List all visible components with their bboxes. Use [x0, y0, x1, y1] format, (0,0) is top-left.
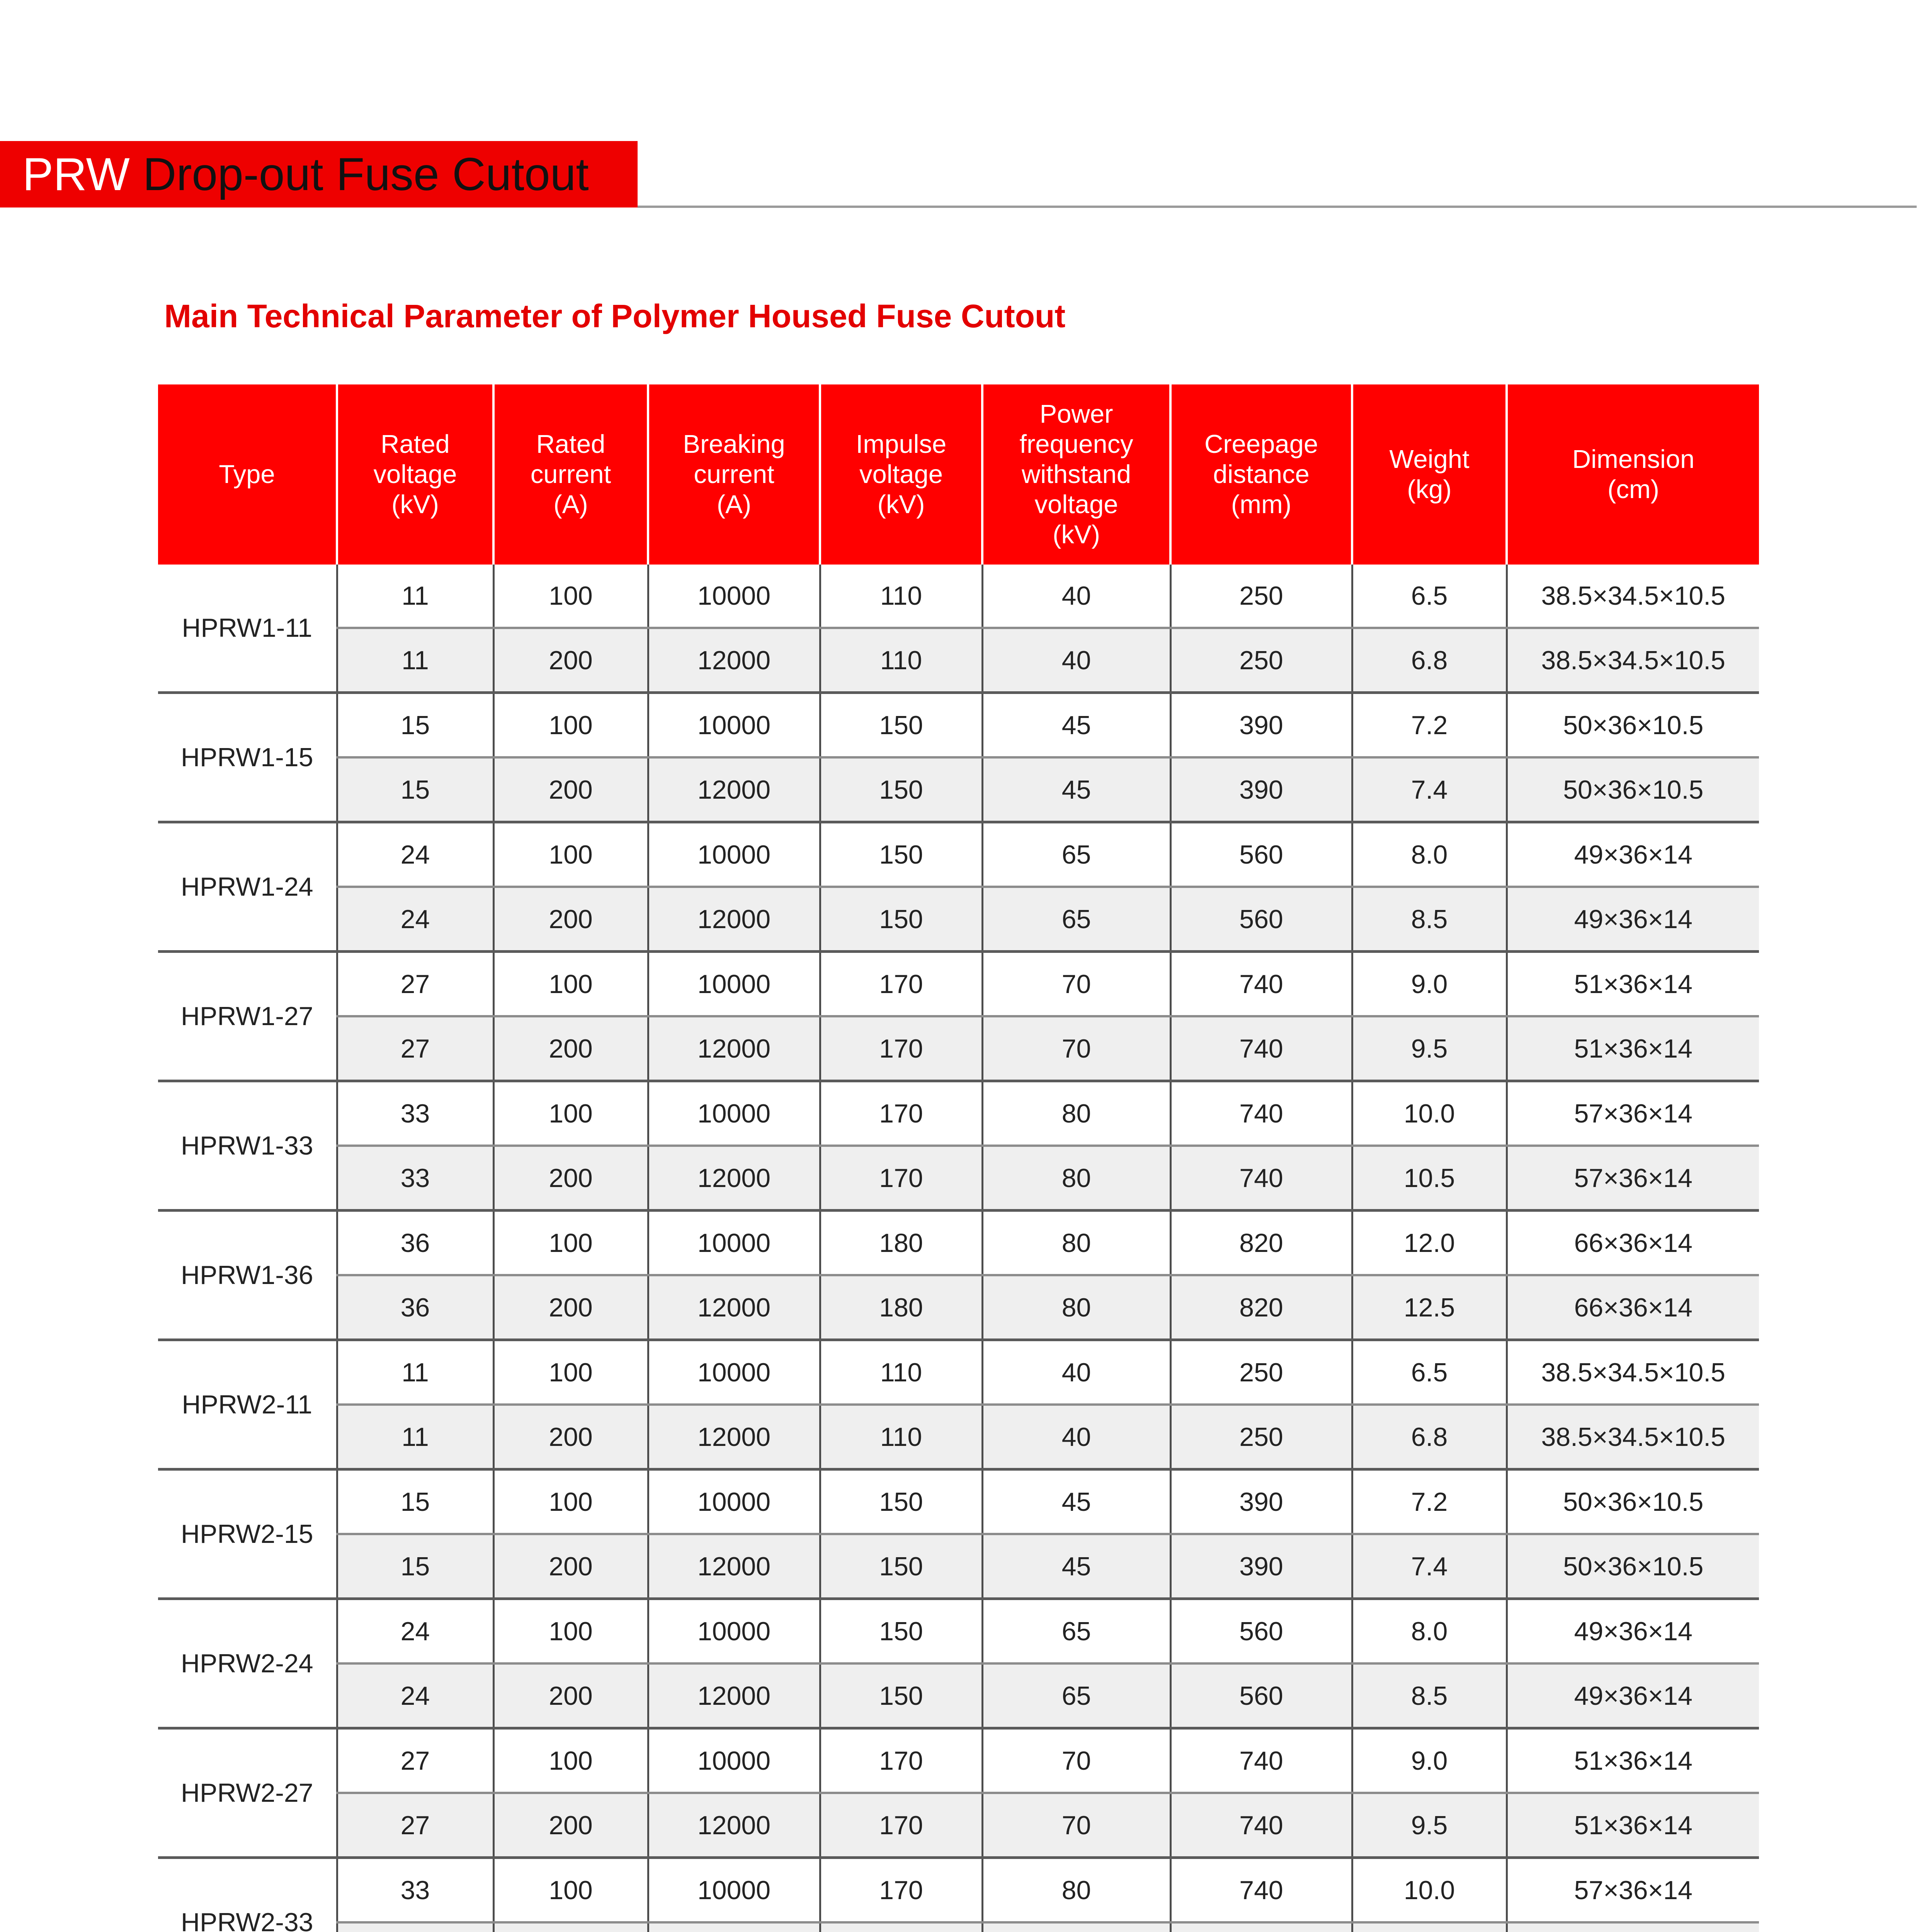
table-row	[158, 628, 1759, 693]
table-cell: 15	[337, 1469, 493, 1534]
table-cell: 36	[337, 1211, 493, 1276]
table-cell: 10000	[648, 1340, 820, 1405]
table-cell: 57×36×14	[1507, 1858, 1759, 1923]
table-cell: 6.5	[1352, 1340, 1507, 1405]
table-cell: 9.0	[1352, 1728, 1507, 1793]
table-cell	[1170, 1922, 1352, 1932]
table-cell: 45	[982, 693, 1170, 758]
table-cell: 8.5	[1352, 887, 1507, 952]
table-cell: 10000	[648, 1469, 820, 1534]
table-cell: 40	[982, 628, 1170, 693]
table-cell: 6.8	[1352, 628, 1507, 693]
column-header	[493, 384, 648, 565]
table-cell: 12.0	[1352, 1211, 1507, 1276]
table-cell: 200	[493, 1793, 648, 1858]
column-header-line: voltage	[373, 460, 457, 489]
table-row	[158, 952, 1759, 1017]
table-cell: 12000	[648, 1793, 820, 1858]
table-cell: 100	[493, 693, 648, 758]
table-cell: 10000	[648, 952, 820, 1017]
table-cell: 390	[1170, 693, 1352, 758]
table-cell: 740	[1170, 1081, 1352, 1146]
column-header-line: Rated	[536, 430, 606, 459]
table-cell: 200	[493, 1016, 648, 1081]
table-cell: 80	[982, 1146, 1170, 1211]
table-cell: 7.2	[1352, 1469, 1507, 1534]
table-cell: 10000	[648, 1858, 820, 1923]
table-cell: 110	[820, 1340, 982, 1405]
type-cell: HPRW1-36	[158, 1211, 337, 1340]
column-header	[982, 384, 1170, 565]
table-row	[158, 1146, 1759, 1211]
table-row	[158, 1534, 1759, 1599]
table-cell: 9.5	[1352, 1793, 1507, 1858]
column-header-line: Rated	[381, 430, 450, 459]
table-cell: 11	[337, 565, 493, 628]
type-cell: HPRW2-24	[158, 1599, 337, 1728]
table-cell: 820	[1170, 1275, 1352, 1340]
table-cell: 100	[493, 1340, 648, 1405]
column-header-line: Weight	[1389, 445, 1470, 474]
table-cell: 200	[493, 1275, 648, 1340]
table-cell: 51×36×14	[1507, 952, 1759, 1017]
column-header-line: (mm)	[1231, 490, 1292, 519]
table-cell: 390	[1170, 757, 1352, 822]
table-row	[158, 887, 1759, 952]
table-cell: 100	[493, 1728, 648, 1793]
table-cell: 740	[1170, 1728, 1352, 1793]
table-cell: 6.8	[1352, 1405, 1507, 1469]
table-cell: 110	[820, 565, 982, 628]
table-cell: 390	[1170, 1534, 1352, 1599]
table-cell: 150	[820, 757, 982, 822]
table-cell: 12000	[648, 1663, 820, 1728]
table-cell: 6.5	[1352, 565, 1507, 628]
table-row	[158, 1016, 1759, 1081]
column-header	[1507, 384, 1759, 565]
table-cell: 66×36×14	[1507, 1211, 1759, 1276]
table-cell: 150	[820, 887, 982, 952]
table-cell: 57×36×14	[1507, 1081, 1759, 1146]
table-cell: 12000	[648, 887, 820, 952]
table-cell: 12000	[648, 1146, 820, 1211]
title-text: Drop-out Fuse Cutout	[143, 148, 589, 200]
table-cell: 200	[493, 757, 648, 822]
table-cell	[982, 1922, 1170, 1932]
type-cell: HPRW2-11	[158, 1340, 337, 1469]
table-title: Main Technical Parameter of Polymer Housed Fuse Cutout	[164, 298, 1066, 334]
table-cell: 110	[820, 1405, 982, 1469]
table-cell: 24	[337, 887, 493, 952]
table-cell: 170	[820, 1858, 982, 1923]
table-cell: 170	[820, 1081, 982, 1146]
table-row	[158, 1858, 1759, 1923]
table-cell: 40	[982, 1405, 1170, 1469]
column-header-line: withstand	[1021, 460, 1131, 489]
column-header	[820, 384, 982, 565]
table-row	[158, 1211, 1759, 1276]
table-cell: 150	[820, 1599, 982, 1664]
table-cell: 150	[820, 822, 982, 887]
column-header-line: (cm)	[1607, 475, 1659, 504]
table-cell: 80	[982, 1858, 1170, 1923]
table-cell: 100	[493, 1858, 648, 1923]
column-header-line: (kV)	[1053, 520, 1100, 549]
table-body	[158, 565, 1759, 1932]
table-cell: 27	[337, 952, 493, 1017]
table-cell: 390	[1170, 1469, 1352, 1534]
type-cell: HPRW1-15	[158, 693, 337, 822]
table-cell: 150	[820, 693, 982, 758]
table-cell: 80	[982, 1211, 1170, 1276]
table-cell: 200	[493, 887, 648, 952]
table-cell: 740	[1170, 952, 1352, 1017]
table-cell: 27	[337, 1016, 493, 1081]
table-cell: 10.0	[1352, 1858, 1507, 1923]
table-cell: 200	[493, 1146, 648, 1211]
column-header	[337, 384, 493, 565]
table-cell: 560	[1170, 822, 1352, 887]
table-row	[158, 1728, 1759, 1793]
table-cell: 200	[493, 1663, 648, 1728]
table-cell: 70	[982, 1016, 1170, 1081]
table-cell: 9.0	[1352, 952, 1507, 1017]
table-cell: 8.0	[1352, 1599, 1507, 1664]
table-cell: 38.5×34.5×10.5	[1507, 1405, 1759, 1469]
table-cell: 24	[337, 822, 493, 887]
table-cell: 33	[337, 1081, 493, 1146]
table-cell: 11	[337, 628, 493, 693]
table-cell: 10000	[648, 1728, 820, 1793]
column-header	[648, 384, 820, 565]
table-cell: 10.5	[1352, 1146, 1507, 1211]
table-cell: 10000	[648, 565, 820, 628]
table-cell: 11	[337, 1405, 493, 1469]
table-cell: 70	[982, 952, 1170, 1017]
table-cell: 10000	[648, 1599, 820, 1664]
table-cell: 33	[337, 1146, 493, 1211]
table-cell: 45	[982, 1534, 1170, 1599]
table-row	[158, 1663, 1759, 1728]
type-cell: HPRW1-11	[158, 565, 337, 693]
table-cell: 170	[820, 1146, 982, 1211]
table-cell: 50×36×10.5	[1507, 1469, 1759, 1534]
column-header-line: frequency	[1019, 430, 1133, 459]
table-row	[158, 1922, 1759, 1932]
table-cell: 100	[493, 565, 648, 628]
table-cell: 38.5×34.5×10.5	[1507, 628, 1759, 693]
table-cell: 100	[493, 1081, 648, 1146]
table-cell: 7.2	[1352, 693, 1507, 758]
table-cell: 170	[820, 952, 982, 1017]
table-cell: 200	[493, 1405, 648, 1469]
table-cell: 150	[820, 1469, 982, 1534]
table-cell: 10000	[648, 1211, 820, 1276]
table-cell	[1352, 1922, 1507, 1932]
type-cell: HPRW2-27	[158, 1728, 337, 1858]
table-cell: 70	[982, 1793, 1170, 1858]
column-header-line: current	[694, 460, 774, 489]
table-row	[158, 1275, 1759, 1340]
column-header	[158, 384, 337, 565]
table-cell: 65	[982, 1663, 1170, 1728]
column-header-line: Type	[219, 460, 275, 489]
table-cell: 66×36×14	[1507, 1275, 1759, 1340]
table-cell: 250	[1170, 628, 1352, 693]
table-cell: 11	[337, 1340, 493, 1405]
table-cell: 24	[337, 1663, 493, 1728]
table-cell: 100	[493, 1469, 648, 1534]
table-cell: 70	[982, 1728, 1170, 1793]
table-cell: 12000	[648, 1534, 820, 1599]
column-header	[1170, 384, 1352, 565]
type-cell: HPRW2-15	[158, 1469, 337, 1599]
table-cell	[337, 1922, 493, 1932]
table-cell: 820	[1170, 1211, 1352, 1276]
table-cell: 51×36×14	[1507, 1793, 1759, 1858]
table-cell: 100	[493, 1599, 648, 1664]
column-header-line: (kV)	[391, 490, 439, 519]
table-cell	[820, 1922, 982, 1932]
table-cell: 110	[820, 628, 982, 693]
table-cell: 740	[1170, 1146, 1352, 1211]
table-row	[158, 1340, 1759, 1405]
table-cell: 250	[1170, 1340, 1352, 1405]
table-cell: 10000	[648, 693, 820, 758]
table-cell: 12000	[648, 1405, 820, 1469]
table-cell: 10000	[648, 1081, 820, 1146]
table-cell: 7.4	[1352, 757, 1507, 822]
column-header-line: (A)	[553, 490, 588, 519]
spec-table	[158, 384, 1759, 1932]
table-header-row	[158, 384, 1759, 565]
table-cell: 10000	[648, 822, 820, 887]
table-cell	[493, 1922, 648, 1932]
table-cell: 10.0	[1352, 1081, 1507, 1146]
table-row	[158, 822, 1759, 887]
table-cell: 80	[982, 1275, 1170, 1340]
table-cell: 740	[1170, 1016, 1352, 1081]
table-cell: 51×36×14	[1507, 1728, 1759, 1793]
table-cell: 50×36×10.5	[1507, 1534, 1759, 1599]
table-cell: 200	[493, 1534, 648, 1599]
table-cell: 250	[1170, 1405, 1352, 1469]
column-header-line: current	[530, 460, 611, 489]
table-row	[158, 1081, 1759, 1146]
table-cell: 170	[820, 1728, 982, 1793]
table-cell: 740	[1170, 1858, 1352, 1923]
table-cell: 38.5×34.5×10.5	[1507, 1340, 1759, 1405]
table-cell: 38.5×34.5×10.5	[1507, 565, 1759, 628]
table-row	[158, 1405, 1759, 1469]
table-cell: 7.4	[1352, 1534, 1507, 1599]
table-row	[158, 1793, 1759, 1858]
table-cell: 170	[820, 1793, 982, 1858]
table-row	[158, 1599, 1759, 1664]
table-cell: 15	[337, 1534, 493, 1599]
table-cell: 8.0	[1352, 822, 1507, 887]
column-header-line: distance	[1213, 460, 1310, 489]
table-cell: 180	[820, 1211, 982, 1276]
type-cell: HPRW1-24	[158, 822, 337, 952]
table-cell	[1507, 1922, 1759, 1932]
column-header-line: (A)	[716, 490, 752, 519]
table-row	[158, 1469, 1759, 1534]
table-cell: 170	[820, 1016, 982, 1081]
table-cell: 560	[1170, 1663, 1352, 1728]
table-cell: 40	[982, 565, 1170, 628]
table-cell: 49×36×14	[1507, 887, 1759, 952]
table-cell: 12000	[648, 1016, 820, 1081]
title-divider	[638, 206, 1917, 208]
column-header-line: voltage	[1034, 490, 1118, 519]
table-row	[158, 757, 1759, 822]
table-cell: 40	[982, 1340, 1170, 1405]
table-cell: 150	[820, 1534, 982, 1599]
type-cell: HPRW1-33	[158, 1081, 337, 1211]
table-cell: 49×36×14	[1507, 822, 1759, 887]
table-row	[158, 693, 1759, 758]
table-cell: 49×36×14	[1507, 1599, 1759, 1664]
table-cell: 9.5	[1352, 1016, 1507, 1081]
table-cell: 27	[337, 1793, 493, 1858]
table-cell: 8.5	[1352, 1663, 1507, 1728]
table-cell: 180	[820, 1275, 982, 1340]
table-cell: 65	[982, 887, 1170, 952]
table-cell: 100	[493, 952, 648, 1017]
table-cell: 45	[982, 1469, 1170, 1534]
column-header-line: Power	[1039, 400, 1113, 429]
table-cell: 36	[337, 1275, 493, 1340]
table-cell: 50×36×10.5	[1507, 693, 1759, 758]
table-cell: 740	[1170, 1793, 1352, 1858]
table-cell: 12000	[648, 1275, 820, 1340]
column-header-line: Breaking	[683, 430, 785, 459]
type-cell: HPRW1-27	[158, 952, 337, 1081]
table-cell: 12000	[648, 757, 820, 822]
table-cell: 33	[337, 1858, 493, 1923]
table-cell: 12.5	[1352, 1275, 1507, 1340]
table-cell: 57×36×14	[1507, 1146, 1759, 1211]
column-header-line: (kV)	[877, 490, 925, 519]
table-cell: 45	[982, 757, 1170, 822]
table-cell: 49×36×14	[1507, 1663, 1759, 1728]
table-row	[158, 565, 1759, 628]
column-header-line: voltage	[859, 460, 943, 489]
column-header-line: Creepage	[1204, 430, 1318, 459]
table-cell: 50×36×10.5	[1507, 757, 1759, 822]
title-prefix: PRW	[22, 148, 130, 200]
table-cell: 27	[337, 1728, 493, 1793]
table-cell: 65	[982, 1599, 1170, 1664]
type-cell: HPRW2-33	[158, 1858, 337, 1932]
table-cell: 65	[982, 822, 1170, 887]
table-cell: 250	[1170, 565, 1352, 628]
table-cell: 560	[1170, 887, 1352, 952]
title-banner	[0, 141, 638, 207]
table-cell: 15	[337, 757, 493, 822]
table-cell: 150	[820, 1663, 982, 1728]
table-cell: 15	[337, 693, 493, 758]
table-cell: 80	[982, 1081, 1170, 1146]
column-header-line: (kg)	[1407, 475, 1452, 504]
table-cell	[648, 1922, 820, 1932]
column-header	[1352, 384, 1507, 565]
table-cell: 12000	[648, 628, 820, 693]
column-header-line: Impulse	[856, 430, 947, 459]
table-cell: 100	[493, 822, 648, 887]
table-cell: 24	[337, 1599, 493, 1664]
table-cell: 560	[1170, 1599, 1352, 1664]
column-header-line: Dimension	[1572, 445, 1695, 474]
table-cell: 100	[493, 1211, 648, 1276]
table-cell: 200	[493, 628, 648, 693]
table-cell: 51×36×14	[1507, 1016, 1759, 1081]
